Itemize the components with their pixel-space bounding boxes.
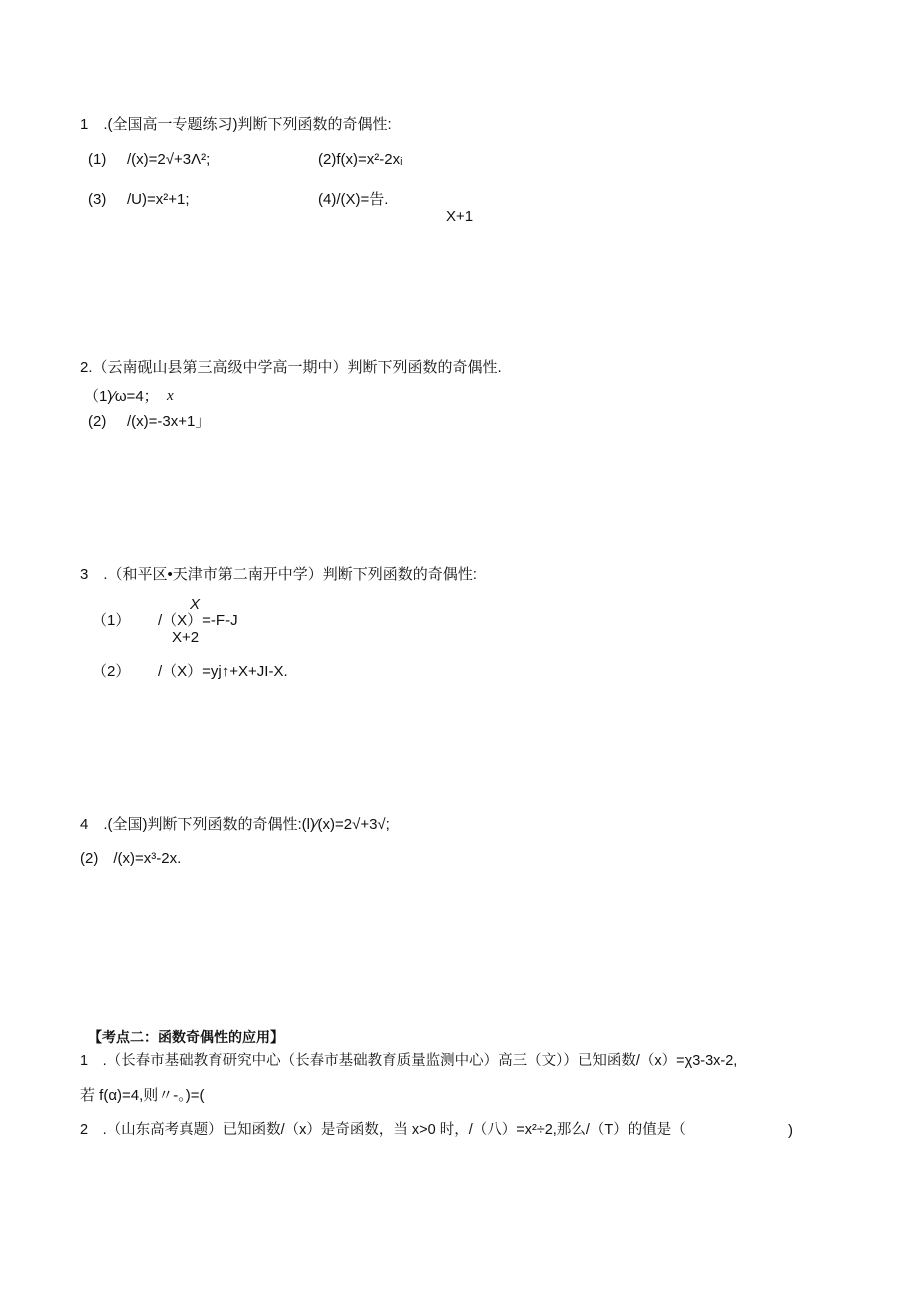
q3-header: 3 .（和平区•天津市第二南开中学）判断下列函数的奇偶性:: [80, 566, 477, 583]
section2-q2-close-paren: ): [788, 1122, 793, 1139]
q1-part3-number: (3): [88, 191, 107, 208]
q2-part2-expression: /(x)=-3x+1」: [127, 413, 211, 430]
q3-part1-number: （1）: [92, 612, 131, 629]
section2-q1-line2: 若 f(α)=4,则〃-。)=(: [80, 1087, 205, 1104]
q1-part4-expression: (4)/(X)=告.: [318, 191, 389, 208]
q1-part2-expression: (2)f(x)=x²-2xᵢ: [318, 151, 403, 168]
q3-fraction-numerator: X: [190, 596, 201, 613]
q4-part2-expression: (2) /(x)=x³-2x.: [80, 850, 182, 867]
q3-part2-expression: /（X）=yj↑+X+JI-X.: [158, 663, 288, 680]
q1-part3-expression: /U)=x²+1;: [127, 191, 190, 208]
q2-header: 2.（云南砚山县第三高级中学高一期中）判断下列函数的奇偶性.: [80, 359, 502, 376]
section2-q2-line: 2 .（山东高考真题）已知函数/（x）是奇函数，当 x>0 时，/（八）=x²÷2,那么/（T）的值是（: [80, 1122, 686, 1138]
q4-header: 4 .(全国)判断下列函数的奇偶性:(l)⁄(x)=2√+3√;: [80, 816, 390, 833]
q3-part1-expression: /（X）=-F-J: [158, 612, 238, 629]
q1-header: 1 .(全国高一专题练习)判断下列函数的奇偶性:: [80, 116, 392, 133]
section2-q1-line1: 1 .（长春市基础教育研究中心（长春市基础教育质量监测中心）高三（文））已知函数/（x）=χ3-3x-2,: [80, 1053, 738, 1069]
section2-title: 【考点二：函数奇偶性的应用】: [88, 1029, 284, 1045]
q1-part4-denominator: X+1: [446, 208, 474, 225]
q2-part1-variable: x: [167, 388, 174, 404]
q1-part1-number: (1): [88, 151, 107, 168]
q2-part2-number: (2): [88, 413, 107, 430]
q2-part1-expression: （1)⁄ω=4；: [84, 388, 159, 405]
q3-fraction-denominator: X+2: [172, 629, 200, 646]
q3-part2-number: （2）: [92, 663, 131, 680]
q1-part1-expression: /(x)=2√+3Λ²;: [127, 151, 211, 168]
